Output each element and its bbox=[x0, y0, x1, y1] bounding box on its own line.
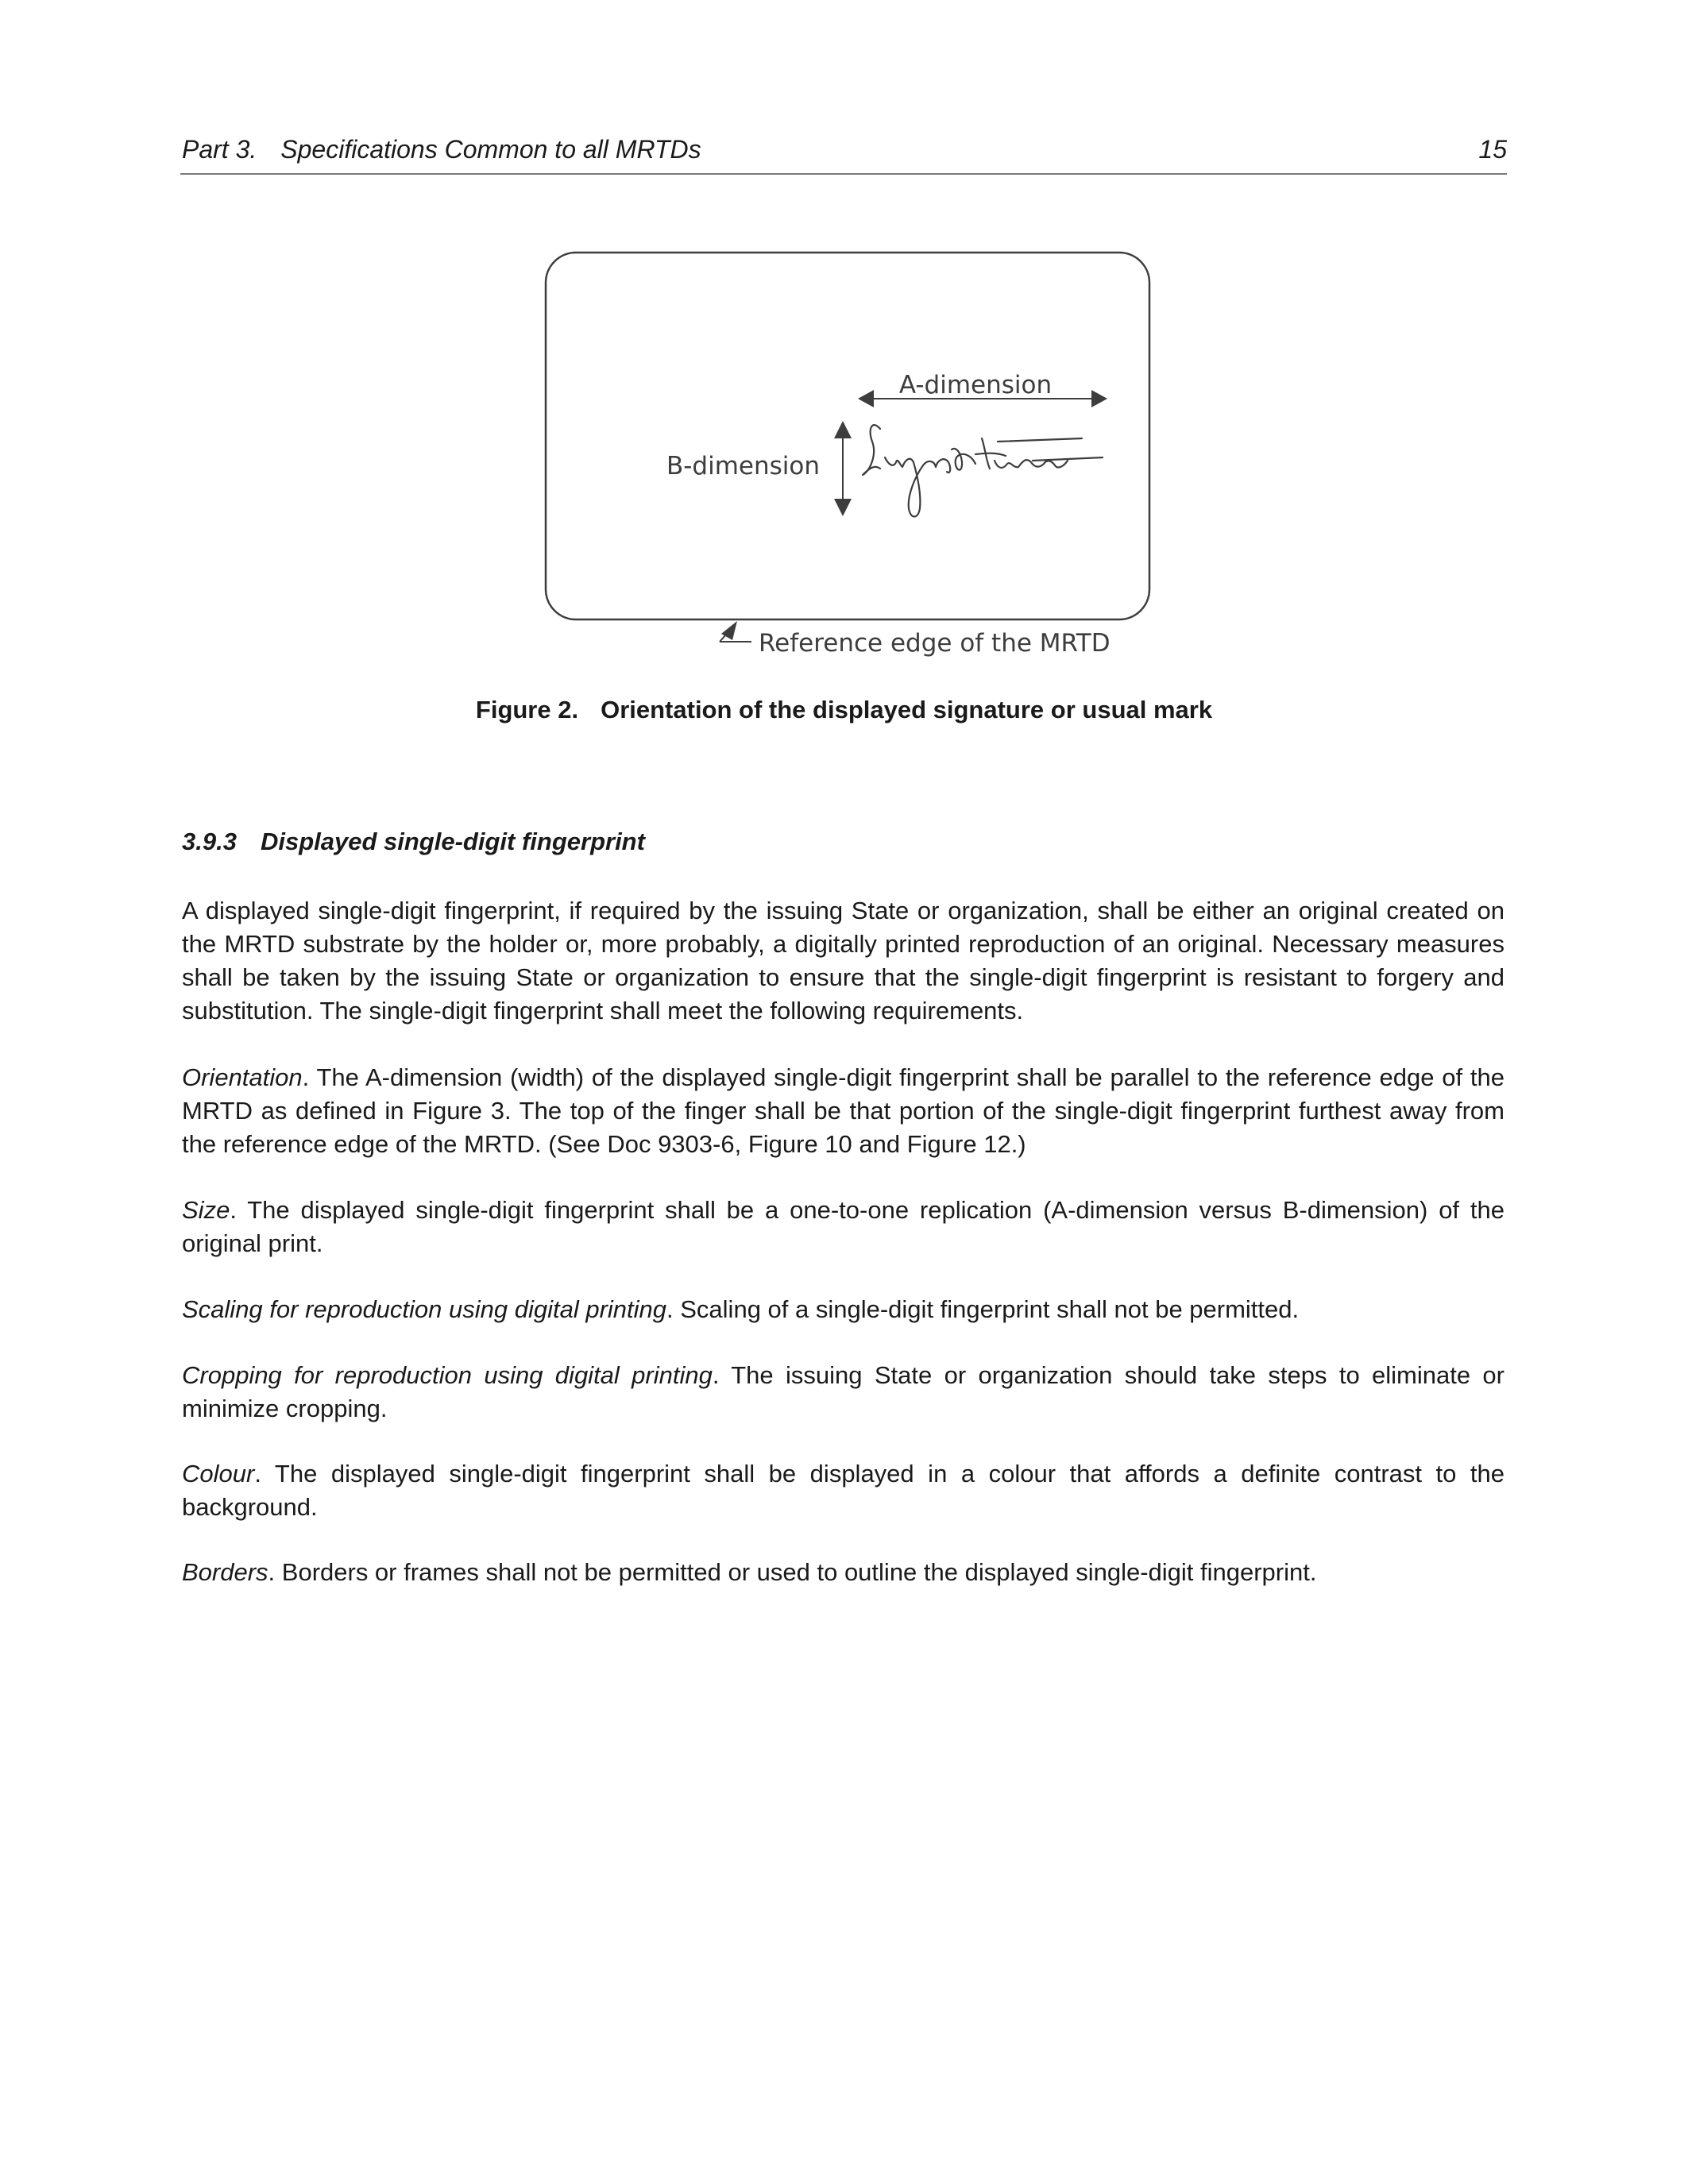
section-number: 3.9.3 bbox=[182, 828, 237, 855]
figure-caption-text: Orientation of the displayed signature or usual mark bbox=[601, 696, 1213, 723]
paragraph-borders bbox=[182, 1556, 1505, 1589]
size-text: . The displayed single-digit fingerprint shall be a one-to-one replication (A-dimension versus B-dimension) of the original print. bbox=[182, 1196, 1505, 1257]
paragraph-intro bbox=[182, 894, 1505, 1028]
borders-lead: Borders bbox=[182, 1558, 268, 1586]
page-number: 15 bbox=[1478, 135, 1507, 164]
header-part: Part 3. bbox=[182, 135, 257, 164]
a-dimension-arrow bbox=[858, 390, 1107, 407]
paragraph-colour bbox=[182, 1457, 1505, 1524]
mrtd-document-outline bbox=[546, 253, 1149, 619]
paragraph-cropping bbox=[182, 1359, 1505, 1426]
figure-caption bbox=[0, 696, 1688, 724]
b-dimension-label: B-dimension bbox=[666, 452, 820, 480]
figure-2 bbox=[0, 0, 1688, 715]
scaling-lead: Scaling for reproduction using digital printing bbox=[182, 1295, 667, 1323]
paragraph-orientation bbox=[182, 1061, 1505, 1161]
section-heading bbox=[182, 828, 645, 856]
paragraph-size bbox=[182, 1194, 1505, 1260]
orientation-text: . The A-dimension (width) of the displayed single-digit fingerprint shall be parallel to the reference edge of the MRTD as defined in Figure 3. The top of the finger shall be that portion of the single-digit fingerprint furthest away from the reference edge of the MRTD. (See Doc 9303-6, Figure 10 and Figure 12.) bbox=[182, 1063, 1505, 1158]
colour-text: . The displayed single-digit fingerprint shall be displayed in a colour that affords a definite contrast to the background. bbox=[182, 1460, 1505, 1521]
paragraph-scaling bbox=[182, 1293, 1505, 1326]
signature-image bbox=[863, 425, 1103, 516]
header-title: Specifications Common to all MRTDs bbox=[280, 135, 701, 164]
reference-edge-pointer bbox=[720, 621, 751, 642]
size-lead: Size bbox=[182, 1196, 230, 1224]
cropping-lead: Cropping for reproduction using digital printing bbox=[182, 1361, 713, 1389]
b-dimension-arrow bbox=[834, 421, 852, 516]
scaling-text: . Scaling of a single-digit fingerprint shall not be permitted. bbox=[666, 1295, 1300, 1323]
page-header bbox=[180, 132, 1507, 175]
figure-caption-number: Figure 2. bbox=[475, 696, 579, 723]
borders-text: . Borders or frames shall not be permitted or used to outline the displayed single-digit fingerprint. bbox=[268, 1558, 1317, 1586]
orientation-lead: Orientation bbox=[182, 1063, 303, 1091]
section-title: Displayed single-digit fingerprint bbox=[260, 828, 645, 855]
reference-edge-label: Reference edge of the MRTD bbox=[759, 629, 1111, 658]
colour-lead: Colour bbox=[182, 1460, 255, 1488]
header-part-title bbox=[182, 135, 701, 164]
intro-text: A displayed single-digit fingerprint, if required by the issuing State or organization, shall be either an original created on the MRTD substrate by the holder or, more probably, a digitally printed reproduction of an original. Necessary measures shall be taken by the issuing State or organization to ensure that the single-digit fingerprint is resistant to forgery and substitution. The single-digit fingerprint shall meet the following requirements. bbox=[182, 897, 1505, 1024]
a-dimension-label: A-dimension bbox=[898, 371, 1053, 399]
cropping-text: . The issuing State or organization should take steps to eliminate or minimize cropping. bbox=[182, 1361, 1505, 1422]
